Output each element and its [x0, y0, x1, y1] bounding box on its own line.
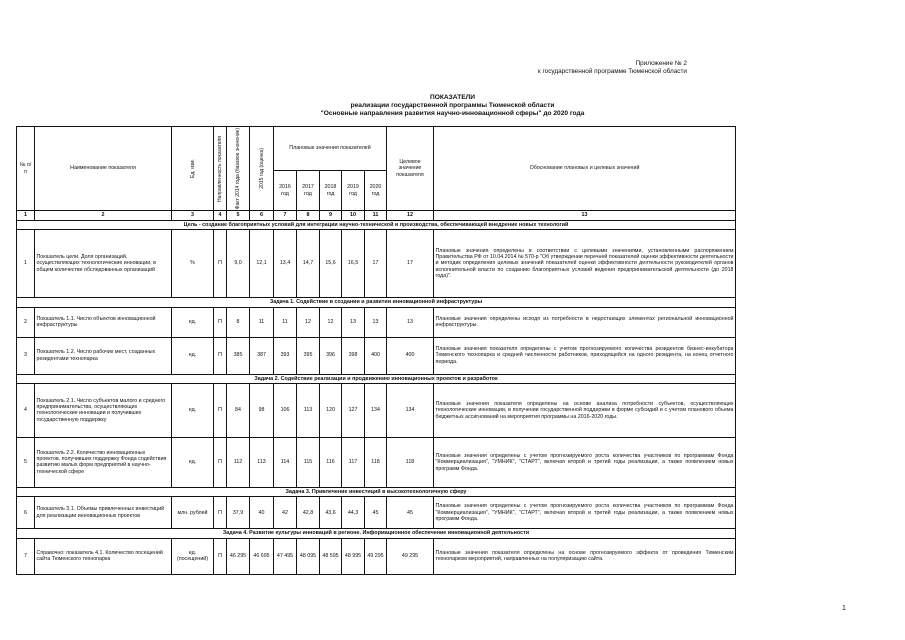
value-2020: 45 — [365, 497, 387, 529]
target-value: 400 — [387, 337, 434, 374]
colnum-1: 1 — [17, 211, 35, 220]
indicator-direction: П — [214, 538, 227, 574]
indicator-unit: % — [172, 230, 214, 298]
colnum-5: 5 — [227, 211, 250, 220]
colnum-13: 13 — [434, 211, 736, 220]
appendix-line-1: Приложение № 2 — [635, 60, 687, 67]
header-year-2017: 2017 год — [297, 171, 320, 211]
indicator-unit: млн. рублей — [172, 497, 214, 529]
target-value: 13 — [387, 307, 434, 337]
target-value: 134 — [387, 383, 434, 437]
value-2016: 106 — [274, 383, 297, 437]
header-year-2019: 2019 год — [342, 171, 365, 211]
value-2020: 118 — [365, 437, 387, 487]
value-2020: 400 — [365, 337, 387, 374]
header-justification: Обоснование плановых и целевых значений — [434, 127, 736, 211]
header-direction-text: Направленность показателя — [217, 135, 223, 202]
value-2020: 134 — [365, 383, 387, 437]
colnum-9: 9 — [320, 211, 342, 220]
colnum-11: 11 — [365, 211, 387, 220]
indicator-unit: ед. — [172, 307, 214, 337]
value-fact-2014: 46 295 — [227, 538, 250, 574]
value-2017: 115 — [297, 437, 320, 487]
indicator-name: Справочно: показатель 4.1. Количество посещений сайта Тюменского технопарка — [35, 538, 172, 574]
task-4-row — [17, 529, 736, 538]
value-fact-2014: 8 — [227, 307, 250, 337]
header-year-2020: 2020 год — [365, 171, 387, 211]
justification-text: Плановые значения определены с учетом прогнозируемого роста количества участников по программам Фонда "Коммерциализация", "УМНИК", "СТАРТ", включая второй и третий годы реализации, а также появлением новых программ Фонда. — [434, 437, 736, 487]
colnum-7: 7 — [274, 211, 297, 220]
value-2019: 398 — [342, 337, 365, 374]
title-line-1: ПОКАЗАТЕЛИ — [429, 94, 475, 101]
justification-text: Плановые значения определены исходя из потребности в недостающих элементах региональной инновационной инфраструктуры. — [434, 307, 736, 337]
value-est-2015: 46 695 — [250, 538, 274, 574]
row-number: 4 — [17, 383, 35, 437]
indicator-direction: П — [214, 307, 227, 337]
row-number: 1 — [17, 230, 35, 298]
header-fact2014 — [227, 127, 250, 211]
indicator-unit: ед. — [172, 337, 214, 374]
value-2016: 11 — [274, 307, 297, 337]
table-row — [17, 538, 736, 574]
table-row — [17, 437, 736, 487]
value-2016: 393 — [274, 337, 297, 374]
column-number-row — [17, 211, 736, 220]
indicator-direction: П — [214, 383, 227, 437]
table-row — [17, 497, 736, 529]
value-2019: 16,5 — [342, 230, 365, 298]
indicator-direction: П — [214, 437, 227, 487]
value-2017: 42,8 — [297, 497, 320, 529]
indicator-name: Показатель 1.1. Число объектов инновационной инфраструктуры — [35, 307, 172, 337]
value-2019: 44,3 — [342, 497, 365, 529]
value-2017: 14,7 — [297, 230, 320, 298]
value-2017: 113 — [297, 383, 320, 437]
indicator-name: Показатель 2.2. Количество инновационных проектов, получивших поддержку Фонда содействия развитию малых форм предприятий в научно-технической сфере — [35, 437, 172, 487]
indicator-unit: ед. — [172, 437, 214, 487]
justification-text: Плановые значения показателя определены с учетом прогнозируемого количества резидентов бизнес-инкубатора Тюменского технопарка и средней численности работников, приходящейся на одного резидента, на конец отчетного периода. — [434, 337, 736, 374]
task-3-heading: Задача 3. Привлечение инвестиций в высокотехнологичную сферу — [17, 487, 736, 496]
value-fact-2014: 84 — [227, 383, 250, 437]
value-2020: 13 — [365, 307, 387, 337]
row-number: 5 — [17, 437, 35, 487]
row-number: 7 — [17, 538, 35, 574]
task-1-heading: Задача 1. Содействие в создании и развитии инновационной инфраструктуры — [17, 298, 736, 307]
indicators-table — [16, 126, 736, 575]
value-2018: 120 — [320, 383, 342, 437]
value-2016: 42 — [274, 497, 297, 529]
indicator-name: Показатель 3.1. Объемы привлеченных инвестиций для реализации инновационных проектов — [35, 497, 172, 529]
value-2019: 48 995 — [342, 538, 365, 574]
table-row — [17, 383, 736, 437]
colnum-12: 12 — [387, 211, 434, 220]
row-number: 3 — [17, 337, 35, 374]
table-row — [17, 337, 736, 374]
row-number: 6 — [17, 497, 35, 529]
header-year-2016: 2016 год — [274, 171, 297, 211]
indicator-name: Показатель цели. Доля организаций, осуществляющих технологические инновации, в общем количестве обследованных организаций — [35, 230, 172, 298]
header-fact2014-text: Факт 2014 года (базовое значение) — [235, 128, 241, 210]
value-fact-2014: 37,9 — [227, 497, 250, 529]
target-value: 49 295 — [387, 538, 434, 574]
colnum-6: 6 — [250, 211, 274, 220]
indicator-name: Показатель 2.1. Число субъектов малого и среднего предпринимательства, осуществляющих технологические инновации и получивших государственную поддержку — [35, 383, 172, 437]
value-2016: 114 — [274, 437, 297, 487]
value-est-2015: 387 — [250, 337, 274, 374]
value-fact-2014: 385 — [227, 337, 250, 374]
task-2-row — [17, 374, 736, 383]
header-year-2018: 2018 год — [320, 171, 342, 211]
table-row — [17, 307, 736, 337]
header-num: № п/п — [17, 127, 35, 211]
indicator-unit: ед. (посещений) — [172, 538, 214, 574]
table-row — [17, 230, 736, 298]
task-2-heading: Задача 2. Содействие реализации и продвижению инновационных проектов и разработок — [17, 374, 736, 383]
value-est-2015: 113 — [250, 437, 274, 487]
header-est2015 — [250, 127, 274, 211]
value-2018: 12 — [320, 307, 342, 337]
value-est-2015: 11 — [250, 307, 274, 337]
document-title — [0, 94, 905, 117]
row-number: 2 — [17, 307, 35, 337]
value-fact-2014: 112 — [227, 437, 250, 487]
goal-heading: Цель - создание благоприятных условий для интеграции научно-технической и производства, обеспечивающей внедрение новых технологий — [17, 220, 736, 229]
colnum-2: 2 — [35, 211, 172, 220]
value-2018: 396 — [320, 337, 342, 374]
justification-text: Плановые значения определены с учетом прогнозируемого роста количества участников по программам Фонда "Коммерциализация", "УМНИК", "СТАРТ", включая второй и третий годы реализации, а также появлением новых программ Фонда. — [434, 497, 736, 529]
colnum-4: 4 — [214, 211, 227, 220]
value-fact-2014: 9,0 — [227, 230, 250, 298]
value-2016: 47 495 — [274, 538, 297, 574]
value-2019: 13 — [342, 307, 365, 337]
page-number: 1 — [842, 605, 846, 612]
appendix-note — [538, 60, 687, 76]
indicator-name: Показатель 1.2. Число рабочих мест, созданных резидентами технопарка — [35, 337, 172, 374]
value-est-2015: 98 — [250, 383, 274, 437]
target-value: 17 — [387, 230, 434, 298]
colnum-8: 8 — [297, 211, 320, 220]
colnum-3: 3 — [172, 211, 214, 220]
value-2017: 48 095 — [297, 538, 320, 574]
header-target: Целевое значение показателя — [387, 127, 434, 211]
value-2019: 127 — [342, 383, 365, 437]
value-2016: 13,4 — [274, 230, 297, 298]
justification-text: Плановые значения определены в соответствии с целевыми значениями, установленными распоряжением Правительства РФ от 10.04.2014 № 570-р "Об утверждении перечней показателей оценки эффективности деятельности и методик определения целевых значений показателей оценки эффективности деятельности руководителей органов исполнительной власти по созданию благоприятных условий ведения предпринимательской деятельности (до 2018 года)". — [434, 230, 736, 298]
value-2017: 12 — [297, 307, 320, 337]
header-planned: Плановые значения показателей — [274, 127, 387, 171]
value-est-2015: 40 — [250, 497, 274, 529]
header-direction — [214, 127, 227, 211]
indicator-direction: П — [214, 337, 227, 374]
table-header-row — [17, 127, 736, 171]
task-1-row — [17, 298, 736, 307]
header-unit-text: Ед. изм. — [189, 159, 196, 179]
header-unit — [172, 127, 214, 211]
appendix-line-2: к государственной программе Тюменской области — [537, 68, 687, 75]
task-4-heading: Задача 4. Развитие культуры инноваций в регионе. Информационное обеспечение инновационной деятельности — [17, 529, 736, 538]
target-value: 45 — [387, 497, 434, 529]
justification-text: Плановые значения показателя определены на основе прогнозируемого эффекта от проведения Тюменским технопарком мероприятий, направленных на популяризацию сайта. — [434, 538, 736, 574]
value-2018: 48 595 — [320, 538, 342, 574]
indicator-direction: П — [214, 230, 227, 298]
value-est-2015: 12,1 — [250, 230, 274, 298]
header-est2015-text: 2015 год (оценка) — [258, 148, 265, 190]
title-line-3: "Основные направления развития научно-инновационной сферы" до 2020 года — [320, 109, 585, 117]
justification-text: Плановые значения показателя определены на основе анализа потребности субъектов, осуществляющих технологические инновации, в получении государственной поддержки в форме субсидий и с учетом планового объема бюджетных ассигнований на мероприятия программы на 2016-2020 годы. — [434, 383, 736, 437]
target-value: 118 — [387, 437, 434, 487]
indicator-unit: ед. — [172, 383, 214, 437]
value-2018: 116 — [320, 437, 342, 487]
value-2019: 117 — [342, 437, 365, 487]
colnum-10: 10 — [342, 211, 365, 220]
goal-row — [17, 220, 736, 229]
task-3-row — [17, 487, 736, 496]
value-2020: 49 295 — [365, 538, 387, 574]
value-2018: 15,6 — [320, 230, 342, 298]
indicator-direction: П — [214, 497, 227, 529]
title-line-2: реализации государственной программы Тюменской области — [350, 101, 555, 109]
header-name: Наименование показателя — [35, 127, 172, 211]
value-2017: 395 — [297, 337, 320, 374]
value-2020: 17 — [365, 230, 387, 298]
value-2018: 43,6 — [320, 497, 342, 529]
